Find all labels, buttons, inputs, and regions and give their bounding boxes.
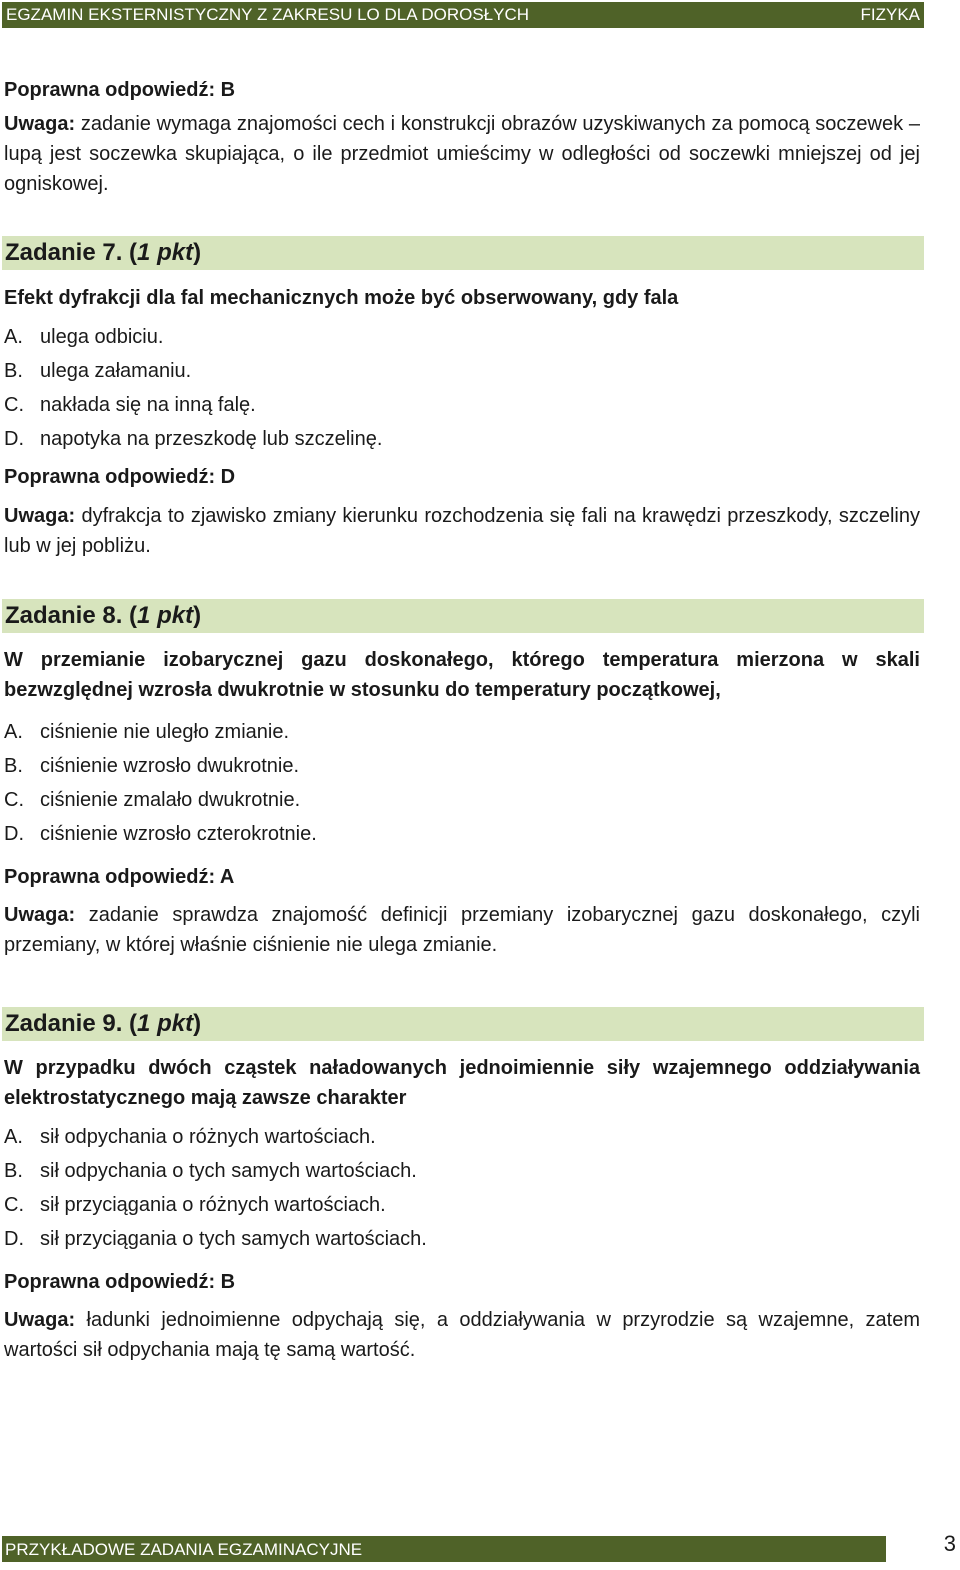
task-9-option-c: C. sił przyciągania o różnych wartościach. [4,1194,386,1216]
task-7-option-b: B. ulega załamaniu. [4,360,192,382]
footer-label: PRZYKŁADOWE ZADANIA EGZAMINACYJNE [5,1540,363,1559]
task-7-points: (1 pkt) [129,239,202,266]
task-9-option-b: B. sił odpychania o tych samych wartościach. [4,1160,417,1182]
task-8-option-a: A. ciśnienie nie uległo zmianie. [4,721,290,743]
page-number: 3 [943,1531,956,1556]
task-8-points: (1 pkt) [129,602,202,629]
task-9-title: Zadanie 9. [5,1010,123,1037]
header-bar [2,2,924,28]
task-7-answer: Poprawna odpowiedź: D [4,466,236,488]
task-9-option-d: D. sił przyciągania o tych samych wartościach. [4,1228,427,1250]
task-8-answer: Poprawna odpowiedź: A [4,866,235,888]
task-7-option-c: C. nakłada się na inną falę. [4,394,256,416]
task-8-options [4,715,920,851]
task-8-option-d: D. ciśnienie wzrosło czterokrotnie. [4,823,317,845]
task-7-title: Zadanie 7. [5,239,123,266]
intro-note-label: Uwaga: [4,113,76,135]
intro-note [4,109,920,199]
task-9-options [4,1120,920,1256]
task-7-option-a: A. ulega odbiciu. [4,326,164,348]
task-7-question: Efekt dyfrakcji dla fal mechanicznych może być obserwowany, gdy fala [4,287,679,309]
task-8-option-c: C. ciśnienie zmalało dwukrotnie. [4,789,301,811]
task-9-option-a: A. sił odpychania o różnych wartościach. [4,1126,376,1148]
intro-answer: Poprawna odpowiedź: B [4,79,236,101]
task-8-title: Zadanie 8. [5,602,123,629]
task-8-note: Uwaga: zadanie sprawdza znajomość definicji przemiany izobarycznej gazu doskonałego, czyli przemiany, w której właśnie ciśnienie nie ulega zmianie. [4,904,920,956]
task-9-heading [2,1007,924,1041]
task-9-question: W przypadku dwóch cząstek naładowanych jednoimiennie siły wzajemnego oddziaływania elektrostatycznego mają zawsze charakter [4,1057,920,1109]
intro-note-text: zadanie wymaga znajomości cech i konstrukcji obrazów uzyskiwanych za pomocą soczewek – lupą jest soczewka skupiająca, o ile przedmiot umieścimy w odległości od soczewki mniejszej od jej ogniskowej. [4,113,920,195]
footer-bar [2,1536,886,1562]
task-8-question: W przemianie izobarycznej gazu doskonałego, którego temperatura mierzona w skali bezwzględnej wzrosła dwukrotnie w stosunku do temperatury początkowej, [4,649,920,701]
task-8-heading [2,599,924,633]
task-8-option-b: B. ciśnienie wzrosło dwukrotnie. [4,755,300,777]
header-exam-title: EGZAMIN EKSTERNISTYCZNY Z ZAKRESU LO DLA DOROSŁYCH [6,5,530,24]
task-7-note: Uwaga: dyfrakcja to zjawisko zmiany kierunku rozchodzenia się fali na krawędzi przeszkody, szczeliny lub w jej pobliżu. [4,505,920,557]
task-7-options [4,320,920,456]
task-7-heading [2,236,924,270]
task-9-answer: Poprawna odpowiedź: B [4,1271,236,1293]
header-subject: FIZYKA [860,5,920,24]
task-7-option-d: D. napotyka na przeszkodę lub szczelinę. [4,428,383,450]
task-9-points: (1 pkt) [129,1010,202,1037]
task-9-note: Uwaga: ładunki jednoimienne odpychają się, a oddziaływania w przyrodzie są wzajemne, zatem wartości sił odpychania mają tę samą wartość. [4,1309,920,1361]
